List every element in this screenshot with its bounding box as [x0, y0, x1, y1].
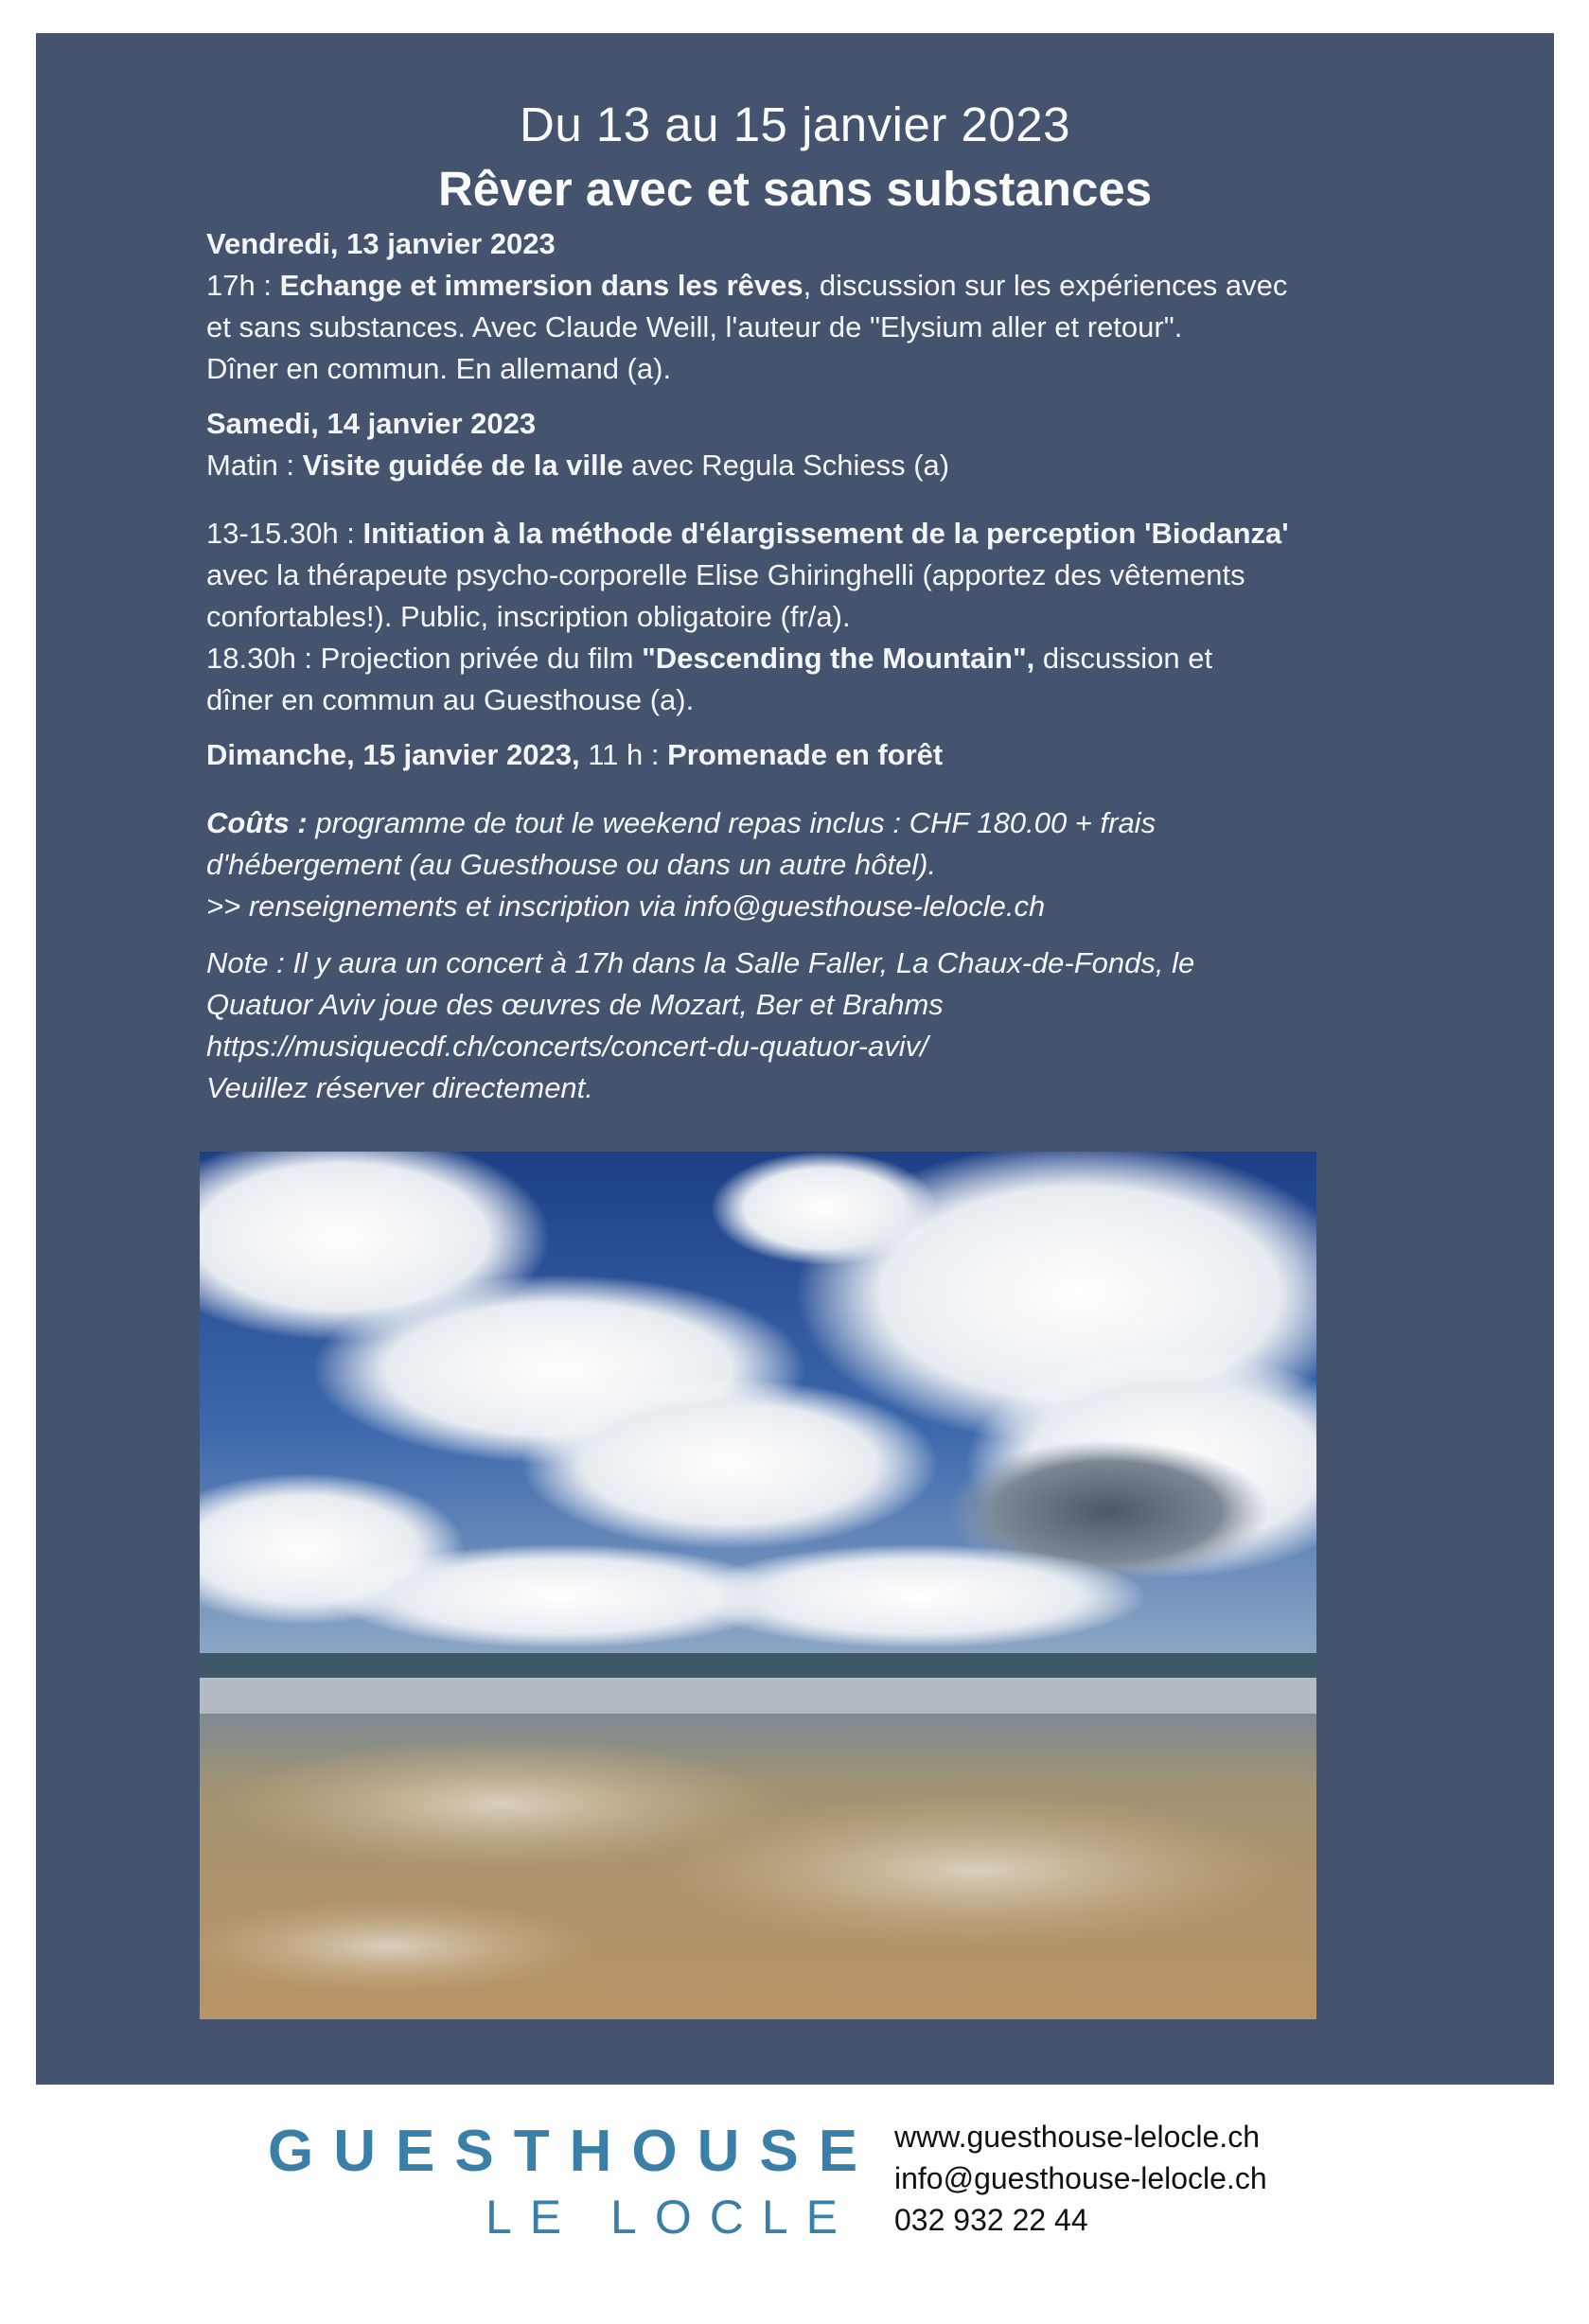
friday-event: Echange et immersion dans les rêves	[279, 269, 803, 302]
friday-line3: Dîner en commun. En allemand (a).	[206, 352, 672, 385]
saturday-evening-time: 18.30h : Projection privée du film	[206, 642, 643, 675]
saturday-afternoon-line2: avec la thérapeute psycho-corporelle Elise Ghiringhelli (apportez des vêtements	[206, 558, 1245, 591]
costs-line1-rest: programme de tout le weekend repas inclus : CHF 180.00 + frais	[307, 806, 1156, 839]
beach-sky-photo	[200, 1152, 1316, 2019]
sunday-time: 11 h :	[579, 738, 668, 771]
logo-line1: GUESTHOUSE	[268, 2119, 878, 2184]
costs-label: Coûts :	[206, 806, 308, 839]
friday-time: 17h :	[206, 269, 280, 302]
sunday-heading: Dimanche, 15 janvier 2023,	[206, 738, 580, 771]
costs-line3: >> renseignements et inscription via info@guesthouse-lelocle.ch	[206, 889, 1046, 923]
date-range: Du 13 au 15 janvier 2023	[520, 97, 1070, 151]
note-link[interactable]: https://musiquecdf.ch/concerts/concert-du-quatuor-aviv/	[206, 1030, 928, 1063]
saturday-afternoon-line3: confortables!). Public, inscription obligatoire (fr/a).	[206, 600, 851, 633]
friday-heading: Vendredi, 13 janvier 2023	[206, 227, 556, 260]
footer-contact	[894, 2116, 1267, 2241]
phone-number: 032 932 22 44	[894, 2203, 1088, 2237]
page-title: Rêver avec et sans substances	[437, 162, 1153, 216]
saturday-evening-rest: discussion et	[1034, 642, 1213, 675]
saturday-evening	[206, 638, 1333, 679]
website-link[interactable]: www.guesthouse-lelocle.ch	[894, 2120, 1260, 2154]
saturday-morning-rest: avec Regula Schiess (a)	[623, 449, 950, 482]
saturday-evening-film: "Descending the Mountain",	[642, 642, 1035, 675]
note-line4: Veuillez réserver directement.	[206, 1071, 593, 1104]
friday-line1-rest: , discussion sur les expériences avec	[803, 269, 1288, 302]
costs-line2: d'hébergement (au Guesthouse ou dans un autre hôtel).	[206, 848, 937, 881]
guesthouse-logo	[268, 2116, 878, 2246]
program-content	[206, 223, 1333, 1109]
saturday-evening-line2: dîner en commun au Guesthouse (a).	[206, 683, 695, 716]
saturday-afternoon-event: Initiation à la méthode d'élargissement de la perception 'Biodanza'	[362, 517, 1289, 550]
sunday-event: Promenade en forêt	[667, 738, 944, 771]
logo-line2: LE LOCLE	[486, 2191, 856, 2244]
email-link[interactable]: info@guesthouse-lelocle.ch	[894, 2161, 1267, 2195]
saturday-afternoon	[206, 513, 1333, 555]
saturday-morning	[206, 445, 1333, 486]
saturday-heading: Samedi, 14 janvier 2023	[206, 407, 537, 440]
sunday-line	[206, 734, 1333, 776]
saturday-afternoon-time: 13-15.30h :	[206, 517, 363, 550]
costs-line1	[206, 802, 1333, 844]
note-line2: Quatuor Aviv joue des œuvres de Mozart, Ber et Brahms	[206, 988, 944, 1021]
saturday-morning-event: Visite guidée de la ville	[302, 449, 624, 482]
friday-line1	[206, 265, 1333, 307]
friday-line2: et sans substances. Avec Claude Weill, l'auteur de "Elysium aller et retour".	[206, 310, 1183, 343]
saturday-morning-time: Matin :	[206, 449, 303, 482]
note-line1: Note : Il y aura un concert à 17h dans la Salle Faller, La Chaux-de-Fonds, le	[206, 946, 1195, 979]
